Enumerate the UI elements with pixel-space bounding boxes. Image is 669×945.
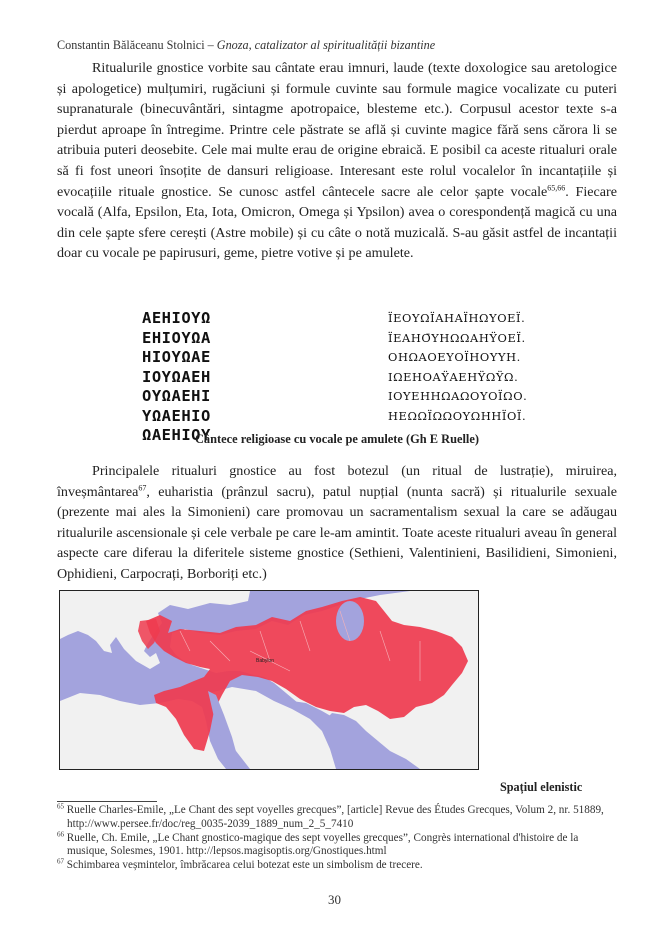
footnote-text: Ruelle Charles-Emile, „Le Chant des sept voyelles grecques”, [article] Revue des Études Grecques, Volum 2, nr. 51889, http://www.persee.fr/doc/reg_0035-2039_1889_num_2_5_7410 [64,804,604,830]
footnote-ref-65-66[interactable]: 65,66 [547,182,566,192]
amulet-right-line: ΪΕΑΗΟ̄ΥΗΩΩΑΗΫΟΕΪ. [388,330,526,345]
footnote-number: 66 [57,829,64,838]
footnote-67 [57,859,617,873]
amulet-right-line: ΟΗΩΑΟΕΥΟΪΗΟΥΥΗ. [388,350,521,365]
amulet-vowels-left [142,309,211,446]
amulet-right-line: ΗΕΩΩΪΩΩΟΥΩΗΗΪΟΪ. [388,408,527,423]
footnote-divider [57,801,157,802]
amulet-vowels-right [388,309,527,427]
paragraph2-text-b: , euharistia (prânzul sacru), patul nupțial (nunta sacră) și ritualurile sexuale (prezente mai ales la Simonieni) care promovau un sacramentalism sexual la care se adăugau ritualurile ascensionale și cele verbale pe care le-am amintit. Toate aceste ritualuri aveau în general aspecte care diferau la diferitele sisteme gnostice (Sethieni, Valentinieni, Basilidieni, Simonieni, Ophidieni, Carpocrați, Borboriți etc.) [57,483,617,582]
footnote-number: 65 [57,802,64,811]
map-caption: Spațiul elenistic [500,780,583,794]
paragraph-main-rituals [57,461,617,585]
amulet-left-line: ΗΙΟΥΩΑΕ [142,348,211,366]
map-label-babylon: Babylon [256,658,275,664]
amulet-right-line: ΙΟΥΕΗΗΩΑΩΟΥΟΪΩΟ. [388,389,528,404]
header-title: Gnoza, catalizator al spiritualității bizantine [216,38,436,52]
amulet-right-line: ΙΩΕΗΟΑΫΑΕΗΫΩΫΩ. [388,369,519,384]
caspian-sea [336,601,364,641]
amulet-left-line: ΟΥΩΑΕΗΙ [142,387,211,405]
footnote-text: Ruelle, Ch. Emile, „Le Chant gnostico-magique des sept voyelles grecques”, Congrès international d'histoire de la musique, Solesmes, 1901. http://lepsos.magisoptis.org/Gnostiques.html [64,831,579,858]
footnote-text: Schimbarea veșmintelor, îmbrăcarea celui botezat este un simbolism de trecere. [64,859,423,872]
paragraph1-text-a: Ritualurile gnostice vorbite sau cântate erau imnuri, laude (texte doxologice sau aretologice și apologetice) mulțumiri, rugăciuni și formule cuvinte sau formule magice vocalizate cu puteri supranaturale (binecuvântări, sintagme apotropaice, blesteme etc.). Corpusul acestor texte s-a pierdut aproape în întregime. Printre cele păstrate se află și cuvinte magice fără sens cărora li se atribuia puteri deosebite. Cele mai multe erau de origine ebraică. E posibil ca aceste ritualuri orale să fi fost uneori însoțite de dansuri religioase. Interesant este rolul vocalelor în incantațiile și evocațiile rituale gnostice. Se cunosc astfel cântecele sacre ale celor șapte vocale [57,60,617,200]
footnote-65 [57,804,617,832]
amulet-left-line: ΕΗΙΟΥΩΑ [142,328,211,347]
footnote-number: 67 [57,857,64,866]
running-header [57,38,617,53]
amulet-left-line: ΩΑΕΗΙΟΥ [142,426,211,444]
map-svg [60,591,478,769]
amulets-caption: Cântece religioase cu vocale pe amulete (Gh E Ruelle) [194,432,479,446]
amulet-left-line: ΥΩΑΕΗΙΟ [142,406,211,425]
paragraph2-text-a: Principalele ritualuri gnostice au fost botezul (un ritual de lustrație), miruirea, înveșmântarea [57,463,617,500]
footnote-ref-67[interactable]: 67 [138,482,147,492]
amulet-left-line: ΙΟΥΩΑΕΗ [142,367,211,386]
amulet-right-line: ΪΕΟΥΩΪΑΗΑΪΗΩΥΟΕΪ. [388,311,526,325]
hellenistic-map [59,590,479,770]
footnote-66 [57,829,617,860]
paragraph-rituals [57,58,617,264]
page-number: 30 [328,892,341,907]
amulet-left-line: ΑΕΗΙΟΥΩ [142,309,211,327]
header-author: Constantin Bălăceanu Stolnici – [57,38,217,52]
paragraph1-text-b: . Fiecare vocală (Alfa, Epsilon, Eta, Iota, Omicron, Omega și Ypsilon) avea o corespondență magică cu una din cele șapte sfere cerești (Astre mobile) și cu câte o notă muzicală. S-au găsit astfel de incantații doar cu vocale pe papirusuri, geme, pietre votive și pe amulete. [57,183,617,262]
footnotes [57,804,617,873]
